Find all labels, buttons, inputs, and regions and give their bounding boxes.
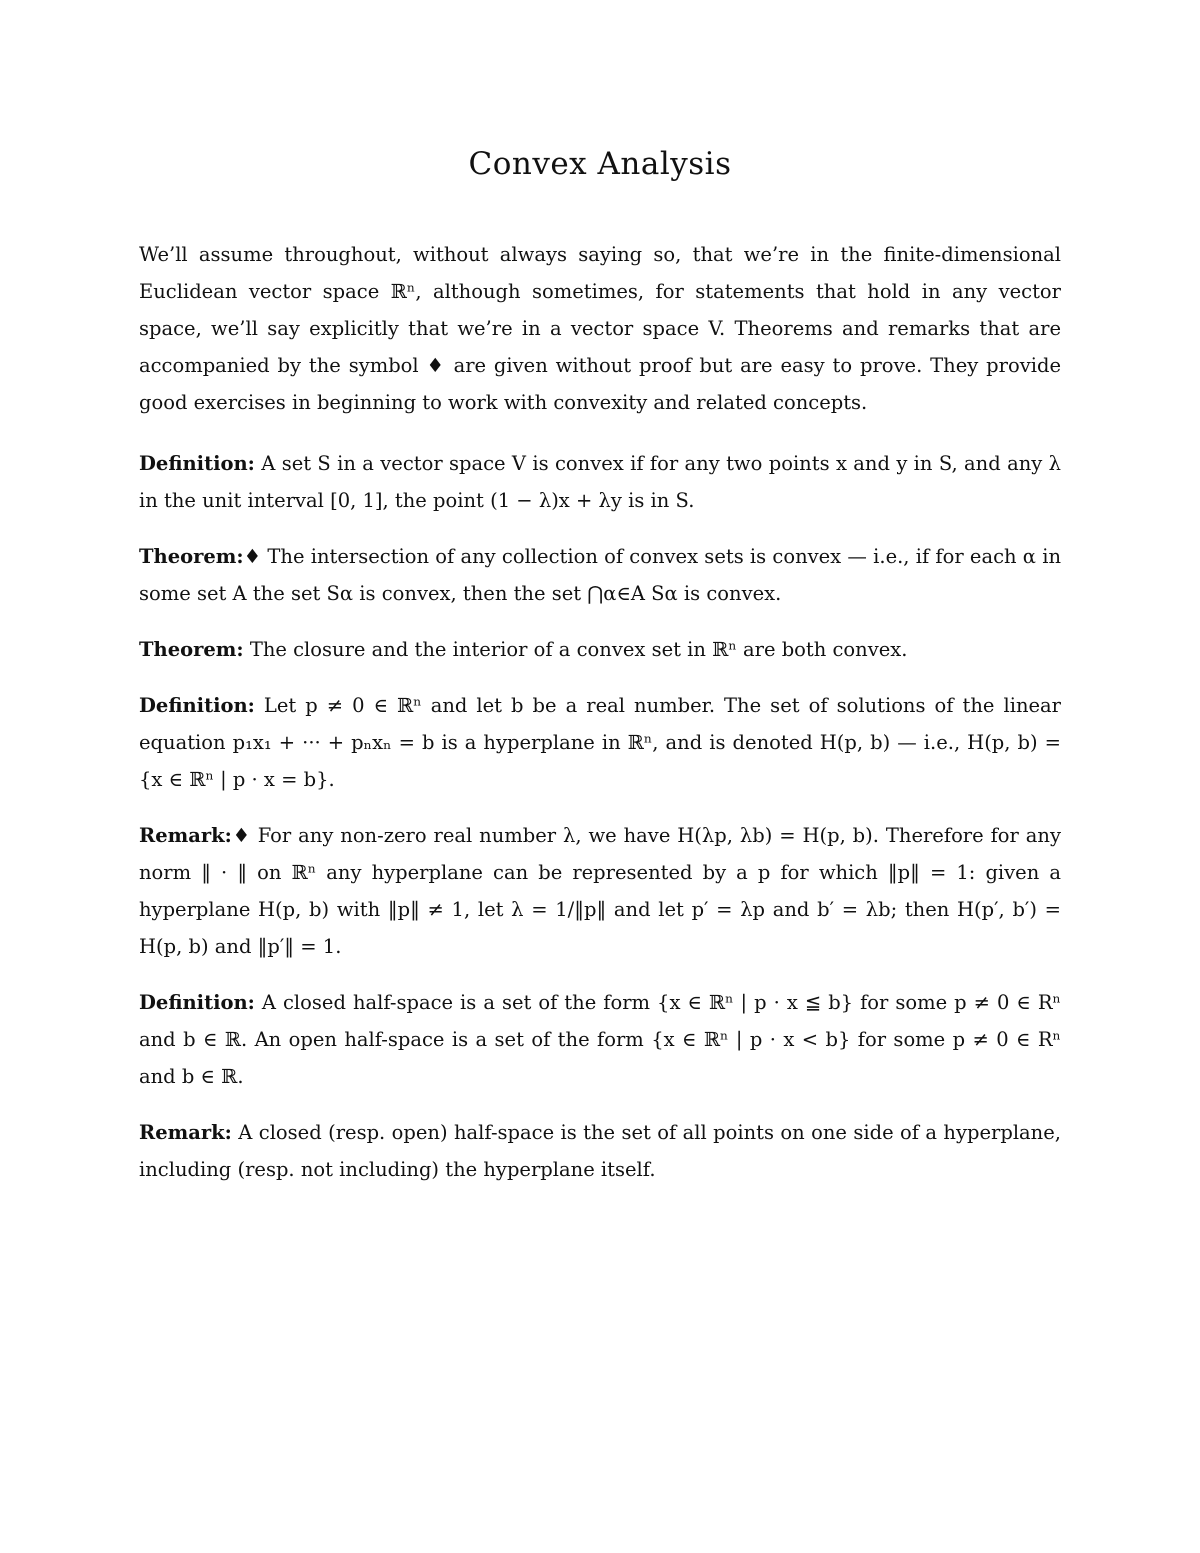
item-text: A closed (resp. open) half-space is the set of all points on one side of a hyperplane, including (resp. not including) the hyperplane itself. xyxy=(139,1121,1061,1181)
item-label: Definition: xyxy=(139,452,255,475)
item-text: A closed half-space is a set of the form {x ∈ ℝⁿ | p · x ≦ b} for some p ≠ 0 ∈ Rⁿ and b ∈ ℝ. An open half-space is a set of the form {x ∈ ℝⁿ | p · x < b} for some p ≠ 0 ∈ Rⁿ and b ∈ ℝ. xyxy=(139,991,1061,1088)
theorem-closure-interior xyxy=(139,631,1061,668)
item-label: Theorem:♦ xyxy=(139,545,262,568)
item-text: A set S in a vector space V is convex if for any two points x and y in S, and any λ in the unit interval [0, 1], the point (1 − λ)x + λy is in S. xyxy=(139,452,1061,512)
remark-normalization xyxy=(139,817,1061,965)
intro-paragraph: We’ll assume throughout, without always saying so, that we’re in the finite-dimensional Euclidean vector space ℝⁿ, although sometimes, for statements that hold in any vector space, we’ll say explicitly that we’re in a vector space V. Theorems and remarks that are accompanied by the symbol ♦ are given without proof but are easy to prove. They provide good exercises in beginning to work with convexity and related concepts. xyxy=(139,243,1061,414)
item-text: The intersection of any collection of convex sets is convex — i.e., if for each α in some set A the set Sα is convex, then the set ⋂α∈A Sα is convex. xyxy=(139,545,1061,605)
item-label: Definition: xyxy=(139,694,255,717)
remark-half-space xyxy=(139,1114,1061,1188)
definition-convex xyxy=(139,445,1061,519)
item-label: Remark:♦ xyxy=(139,824,251,847)
item-label: Definition: xyxy=(139,991,255,1014)
item-text: For any non-zero real number λ, we have H(λp, λb) = H(p, b). Therefore for any norm ‖ · ‖ on ℝⁿ any hyperplane can be represented by a p for which ‖p‖ = 1: given a hyperplane H(p, b) with ‖p‖ ≠ 1, let λ = 1/‖p‖ and let p′ = λp and b′ = λb; then H(p′, b′) = H(p, b) and ‖p′‖ = 1. xyxy=(139,824,1061,958)
item-label: Remark: xyxy=(139,1121,232,1144)
item-text: The closure and the interior of a convex set in ℝⁿ are both convex. xyxy=(249,638,908,661)
page-title: Convex Analysis xyxy=(468,146,732,182)
definition-hyperplane xyxy=(139,687,1061,798)
item-label: Theorem: xyxy=(139,638,244,661)
item-text: Let p ≠ 0 ∈ ℝⁿ and let b be a real number. The set of solutions of the linear equation p₁x₁ + ··· + pₙxₙ = b is a hyperplane in ℝⁿ, and is denoted H(p, b) — i.e., H(p, b) = {x ∈ ℝⁿ | p · x = b}. xyxy=(139,694,1061,791)
definition-half-space xyxy=(139,984,1061,1095)
theorem-intersection xyxy=(139,538,1061,612)
